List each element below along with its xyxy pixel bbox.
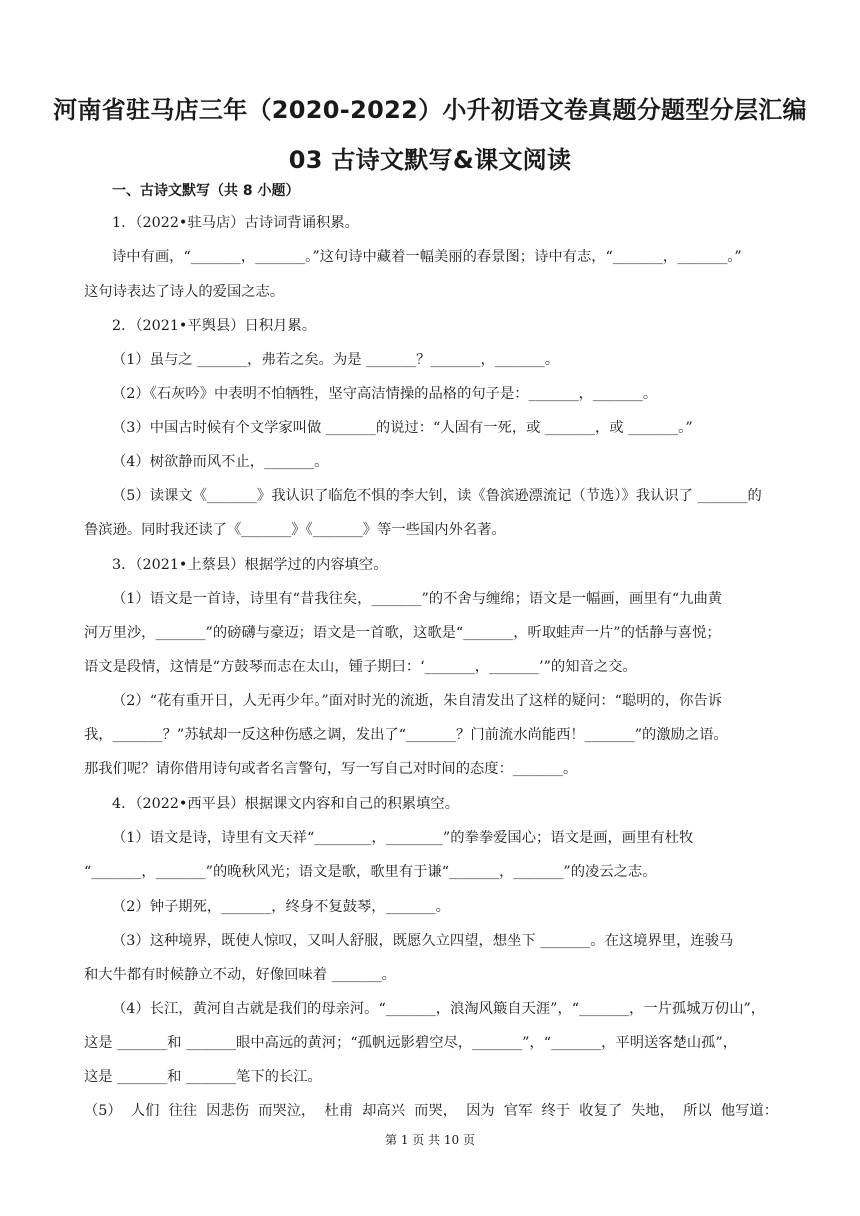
question-3-part-1-line-3: 语文是段情，这情是“方鼓琴而志在太山，锺子期曰：‘_______，_______’”的知音之交。 [84, 659, 637, 675]
document-title-line-1: 河南省驻马店三年（2020-2022）小升初语文卷真题分题型分层汇编 [53, 96, 807, 124]
question-1-line-1: 诗中有画，“_______，_______。”这句诗中藏着一幅美丽的春景图；诗中有志，“_______，_______。” [112, 249, 742, 265]
word: 官军 [503, 1103, 533, 1119]
question-1-line-2: 这句诗表达了诗人的爱国之志。 [84, 284, 285, 300]
word: （5） [84, 1103, 122, 1119]
question-1-stem: 1．（2022•驻马店）古诗词背诵积累。 [112, 215, 359, 231]
word: 而哭泣， [258, 1103, 316, 1119]
question-3-part-1-line-2: 河万里沙，_______”的磅礴与豪迈；语文是一首歌，这歌是“_______，听取蛙声一片”的恬静与喜悦； [84, 625, 721, 641]
question-4-part-2: （2）钟子期死，_______，终身不复鼓琴，_______。 [112, 899, 450, 915]
question-4-part-3-line-2: 和大牛都有时候静立不动，好像回味着 _______。 [84, 967, 396, 983]
page-footer: 第 1 页 共 10 页 [385, 1133, 475, 1147]
question-3-part-2-line-1: （2）“花有重开日，人无再少年。”面对时光的流逝，朱自清发出了这样的疑问：“聪明的，你告诉 [112, 693, 723, 709]
question-4-part-1-line-1: （1）语文是诗，诗里有文天祥“________，________”的拳拳爱国心；语文是画，画里有杜牧 [112, 830, 694, 846]
question-4-part-3-line-1: （3）这种境界，既使人惊叹，又叫人舒服，既愿久立四望，想坐下 _______。在这境界里，连骏马 [112, 933, 734, 949]
word: 杜甫 [324, 1103, 354, 1119]
question-2-stem: 2．（2021•平舆县）日积月累。 [112, 318, 317, 334]
question-3-part-1-line-1: （1）语文是一首诗，诗里有“昔我往矣，_______”的不舍与缠绵；语文是一幅画，画里有“九曲黄 [112, 591, 723, 607]
question-4-part-5-line-1 [84, 1101, 778, 1121]
document-title-line-2: 03 古诗文默写&课文阅读 [288, 146, 572, 174]
question-3-part-2-line-3: 那我们呢？请你借用诗句或者名言警句，写一写自己对时间的态度：_______。 [84, 761, 578, 777]
question-4-part-4-line-3: 这是 _______和 _______笔下的长江。 [84, 1069, 322, 1085]
word: 往往 [168, 1103, 198, 1119]
word: 因为 [466, 1103, 495, 1119]
word: 终于 [541, 1103, 571, 1119]
word: 却高兴 [362, 1103, 406, 1119]
question-2-part-2: （2）《石灰吟》中表明不怕牺牲，坚守高洁情操的品格的句子是：_______，_______。 [112, 386, 658, 402]
word: 因悲伤 [206, 1103, 250, 1119]
section-heading: 一、古诗文默写（共 8 小题） [112, 183, 300, 199]
question-2-part-4: （4）树欲静而风不止，_______。 [112, 454, 329, 470]
question-4-part-4-line-2: 这是 _______和 _______眼中高远的黄河；“孤帆远影碧空尽，_______”，“_______，平明送客楚山孤”， [84, 1035, 738, 1051]
question-3-part-2-line-2: 我，_______？”苏轼却一反这种伤感之调，发出了“_______？门前流水尚能西！_______”的激励之语。 [84, 727, 728, 743]
question-4-part-1-line-2: “_______，_______”的晚秋风光；语文是歌，歌里有于谦“_______，_______”的凌云之志。 [84, 864, 657, 880]
word: 收复了 [579, 1103, 623, 1119]
question-3-stem: 3．（2021•上蔡县）根据学过的内容填空。 [112, 557, 388, 573]
word: 所以 [683, 1103, 712, 1119]
question-4-stem: 4．（2022•西平县）根据课文内容和自己的积累填空。 [112, 796, 459, 812]
question-2-part-1: （1）虽与之 _______，弗若之矣。为是 _______？_______，_______。 [112, 352, 560, 368]
word: 而哭， [414, 1103, 457, 1119]
question-2-part-3: （3）中国古时候有个文学家叫做 _______的说过：“人固有一死，或 _______，或 _______。” [112, 420, 693, 436]
word: 失地， [631, 1103, 675, 1119]
word: 他写道： [720, 1103, 778, 1119]
question-2-part-5-line-1: （5）读课文《_______》我认识了临危不惧的李大钊，读《鲁滨逊漂流记（节选）》我认识了 _______的 [112, 488, 762, 504]
question-4-part-4-line-1: （4）长江，黄河自古就是我们的母亲河。“_______，浪淘风簸自天涯”，“_______，一片孤城万仞山”， [112, 1001, 766, 1017]
question-2-part-5-line-2: 鲁滨逊。同时我还读了《_______》《_______》等一些国内外名著。 [84, 522, 506, 538]
word: 人们 [130, 1103, 160, 1119]
